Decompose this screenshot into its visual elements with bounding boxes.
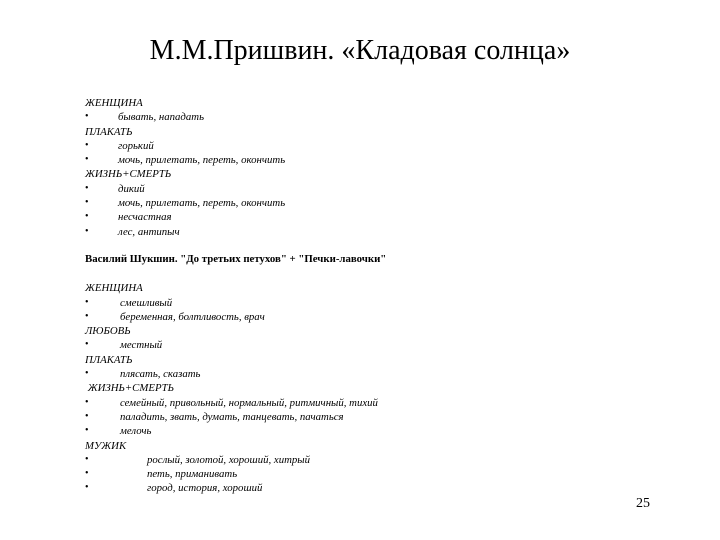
list-item — [85, 424, 665, 438]
bullet-icon: • — [85, 410, 89, 422]
section-prishvin — [85, 96, 665, 239]
list-item-text: бывать, нападать — [118, 111, 204, 124]
bullet-icon: • — [85, 482, 89, 494]
list-item-text: петь, приманивать — [147, 468, 238, 481]
bullet-icon: • — [85, 339, 89, 351]
bullet-icon: • — [85, 368, 89, 380]
list-item — [85, 410, 665, 424]
list-item — [85, 110, 665, 124]
list-item-text: мелочь — [120, 425, 152, 438]
list-item — [85, 210, 665, 224]
bullet-icon: • — [85, 310, 89, 322]
group-heading: ЖИЗНЬ+СМЕРТЬ — [85, 382, 174, 395]
group — [85, 167, 665, 238]
bullet-icon: • — [85, 139, 89, 151]
section-title-shukshin: Василий Шукшин. "До третьих петухов" + "Печки-лавочки" — [85, 252, 387, 265]
list-item — [85, 310, 665, 324]
group — [85, 353, 665, 382]
list-item — [85, 467, 665, 481]
bullet-icon: • — [85, 154, 89, 166]
bullet-icon: • — [85, 111, 89, 123]
bullet-icon: • — [85, 182, 89, 194]
list-item — [85, 225, 665, 239]
group — [85, 439, 665, 496]
list-item-text: мочь, прилетать, переть, окончить — [118, 197, 286, 210]
list-item-text: плясать, сказать — [120, 368, 201, 381]
section-shukshin — [85, 281, 665, 495]
list-item-text: несчастная — [118, 211, 172, 224]
group-heading: МУЖИК — [85, 439, 127, 452]
slide-title: М.М.Пришвин. «Кладовая солнца» — [149, 35, 571, 66]
list-item — [85, 139, 665, 153]
bullet-icon: • — [85, 296, 89, 308]
list-item — [85, 338, 665, 352]
bullet-icon: • — [85, 197, 89, 209]
bullet-icon: • — [85, 425, 89, 437]
group-heading: ЖИЗНЬ+СМЕРТЬ — [85, 168, 172, 181]
page-number: 25 — [636, 496, 650, 511]
bullet-icon: • — [85, 211, 89, 223]
group-heading: ЖЕНЩИНА — [85, 282, 143, 295]
group — [85, 381, 665, 438]
list-item — [85, 196, 665, 210]
group — [85, 96, 665, 125]
slide-content — [85, 96, 665, 496]
list-item-text: мочь, прилетать, переть, окончить — [118, 154, 286, 167]
list-item-text: дикий — [118, 182, 145, 195]
group — [85, 125, 665, 168]
bullet-icon: • — [85, 453, 89, 465]
list-item-text: город, история, хороший — [147, 482, 263, 495]
group-heading: ПЛАКАТЬ — [85, 125, 133, 138]
list-item-text: лес, антипыч — [118, 225, 180, 238]
list-item — [85, 481, 665, 495]
group — [85, 324, 665, 353]
list-item — [85, 367, 665, 381]
list-item — [85, 396, 665, 410]
bullet-icon: • — [85, 225, 89, 237]
list-item-text: паладить, звать, думать, танцевать, пачаться — [120, 410, 344, 423]
bullet-icon: • — [85, 396, 89, 408]
group-heading: ЛЮБОВЬ — [85, 325, 131, 338]
list-item — [85, 453, 665, 467]
list-item-text: семейный, привольный, нормальный, ритмичный, тихий — [120, 396, 378, 409]
bullet-icon: • — [85, 468, 89, 480]
group-heading: ЖЕНЩИНА — [85, 97, 143, 109]
list-item-text: горький — [118, 139, 154, 152]
list-item — [85, 296, 665, 310]
list-item — [85, 153, 665, 167]
list-item-text: рослый, золотой, хороший, хитрый — [147, 453, 310, 466]
list-item — [85, 182, 665, 196]
list-item-text: беременная, болтливость, врач — [120, 310, 265, 323]
group — [85, 281, 665, 324]
group-heading: ПЛАКАТЬ — [85, 353, 133, 366]
list-item-text: смешливый — [120, 296, 173, 309]
list-item-text: местный — [120, 339, 163, 352]
